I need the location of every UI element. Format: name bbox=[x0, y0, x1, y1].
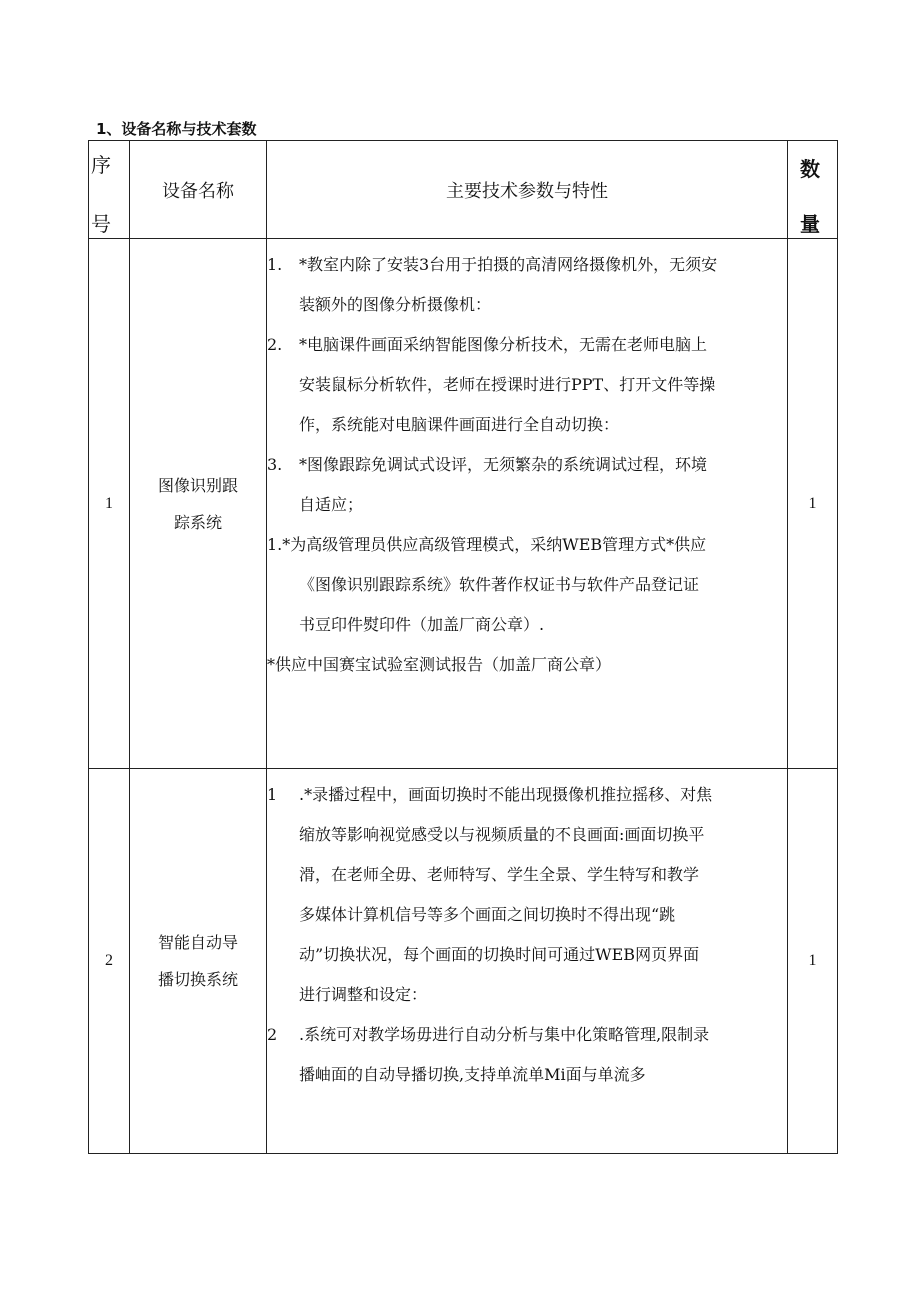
row-serial-no: 1 bbox=[89, 239, 130, 769]
row-quantity: 1 bbox=[788, 239, 838, 769]
row-specs bbox=[267, 239, 788, 769]
spec-item: 1 .*录播过程中，画面切换时不能出现摄像机推拉摇移、对焦 缩放等影响视觉感受以与视频质量的不良画面:画面切换平 滑，在老师全毋、老师特写、学生全景、学生特写和教学 多媒体计算机信号等多个画面之间切换时不得出现“跳 动”切换状况，每个画面的切换时间可通过WEB网页界面 进行调整和设定： bbox=[267, 785, 713, 1004]
spec-extra-line: *供应中国赛宝试验室测试报告（加盖厂商公章） bbox=[267, 655, 612, 674]
spec-extra-line: 书豆印件熨印件（加盖厂商公章）. bbox=[299, 615, 545, 634]
spec-item: 3. *图像跟踪免调试式设评，无须繁杂的系统调试过程，环境 自适应； bbox=[267, 455, 708, 514]
spec-extra-line: 《图像识别跟踪系统》软件著作权证书与软件产品登记证 bbox=[299, 575, 700, 594]
header-main-specs: 主要技术参数与特性 bbox=[267, 141, 788, 239]
row-device-name: 智能自动导 播切换系统 bbox=[130, 769, 267, 1154]
header-quantity: 数 量 bbox=[788, 141, 838, 239]
header-device-name: 设备名称 bbox=[130, 141, 267, 239]
table-header-row bbox=[89, 141, 838, 239]
row-device-name: 图像识别跟 踪系统 bbox=[130, 239, 267, 769]
spec-item: 1. *教室内除了安装3台用于拍摄的高清网络摄像机外，无须安 装额外的图像分析摄像机： bbox=[267, 255, 718, 314]
spec-extra-line: 1.*为高级管理员供应高级管理模式，采纳WEB管理方式*供应 bbox=[267, 535, 707, 554]
table-row bbox=[89, 769, 838, 1154]
spec-item: 2. *电脑课件画面采纳智能图像分析技术，无需在老师电脑上 安装鼠标分析软件，老师在授课时进行PPT、打开文件等操 作，系统能对电脑课件画面进行全自动切换： bbox=[267, 335, 716, 434]
spec-item: 2 .系统可对教学场毋进行自动分析与集中化策略管理,限制录 播岫面的自动导播切换,支持单流单Mi面与单流多 bbox=[267, 1025, 710, 1084]
row-serial-no: 2 bbox=[89, 769, 130, 1154]
table-row bbox=[89, 239, 838, 769]
section-heading: 1、设备名称与技术套数 bbox=[96, 120, 257, 138]
header-serial-no: 序 号 bbox=[89, 141, 130, 239]
row-specs bbox=[267, 769, 788, 1154]
row-quantity: 1 bbox=[788, 769, 838, 1154]
equipment-spec-table bbox=[88, 140, 838, 1154]
